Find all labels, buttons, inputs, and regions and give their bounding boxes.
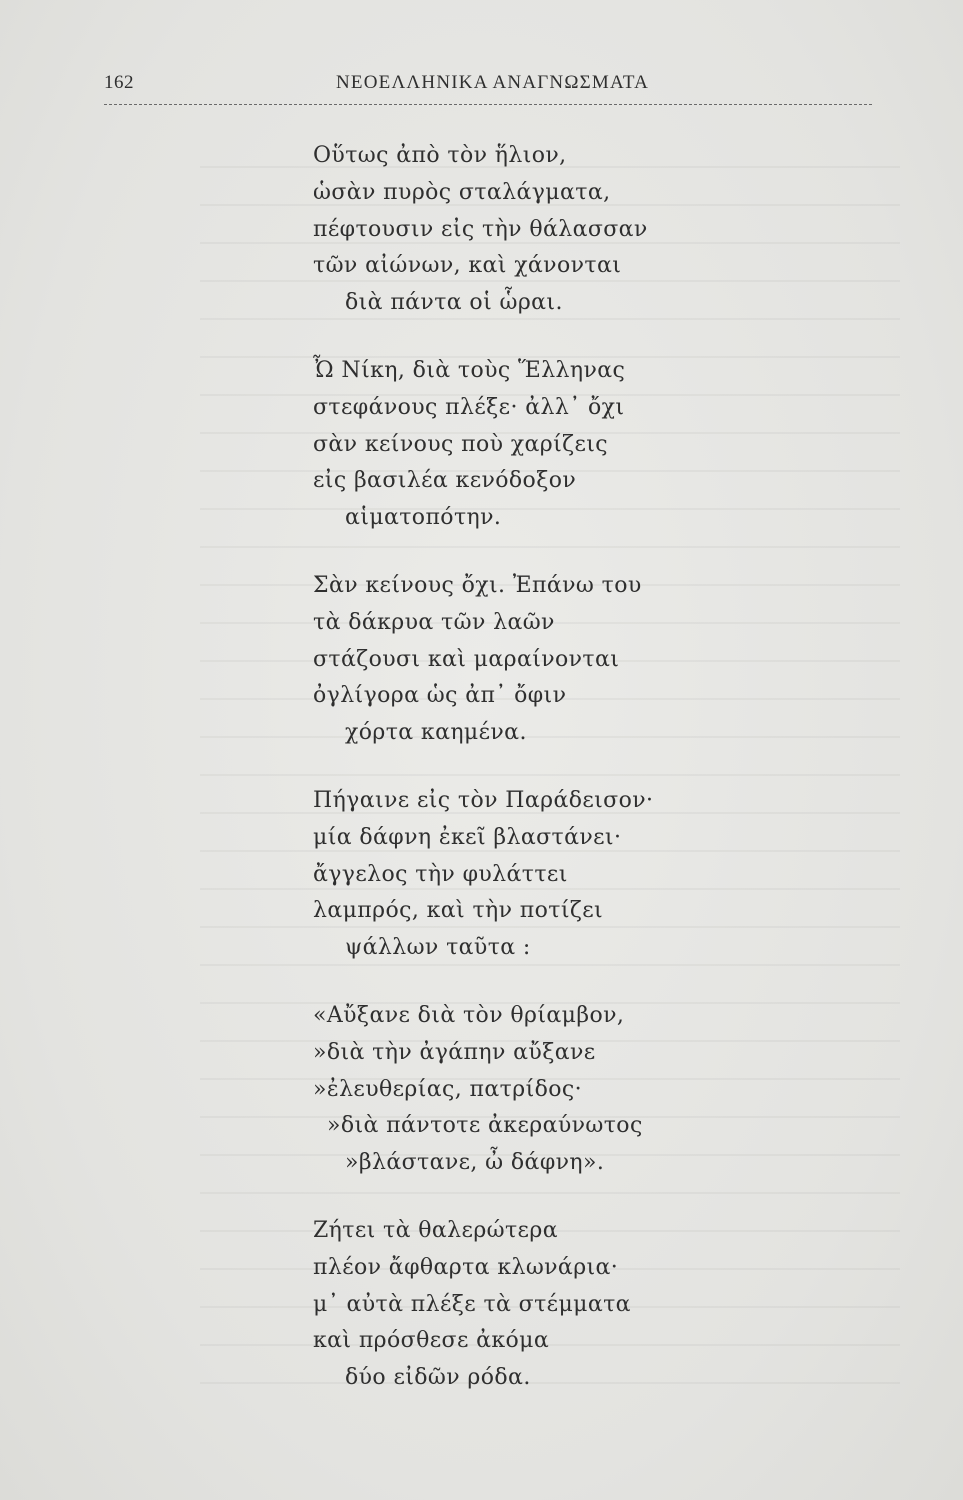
poem-line: στεφάνους πλέξε· ἀλλ᾽ ὄχι [313,394,625,420]
poem-line: »ἐλευθερίας, πατρίδος· [313,1076,582,1102]
stanza-4 [313,783,873,967]
poem-line: Πήγαινε εἰς τὸν Παράδεισον· [313,787,654,813]
page-header [104,72,872,102]
page-number: 162 [104,72,134,93]
poem-line: »διὰ τὴν ἀγάπην αὔξανε [313,1039,596,1065]
poem-line: »διὰ πάντοτε ἀκεραύνωτος [327,1113,643,1139]
poem-line: διὰ πάντα οἱ ὧραι. [345,290,563,316]
stanza-3 [313,568,873,752]
poem-line: σὰν κείνους ποὺ χαρίζεις [313,431,609,457]
poem-line: »βλάστανε, ὦ δάφνη». [345,1150,605,1176]
poem-line: Σὰν κείνους ὄχι. Ἐπάνω του [313,572,642,598]
poem-line: καὶ πρόσθεσε ἀκόμα [313,1328,550,1354]
poem-line: χόρτα καημένα. [345,720,527,746]
poem-line: Οὕτως ἀπὸ τὸν ἥλιον, [313,143,567,168]
poem [313,138,873,1428]
poem-line: μ᾽ αὐτὰ πλέξε τὰ στέμματα [313,1291,631,1317]
stanza-6 [313,1213,873,1397]
stanza-5 [313,998,873,1182]
poem-line: πλέον ἄφθαρτα κλωνάρια· [313,1254,619,1280]
poem-line: Ὦ Νίκη, διὰ τοὺς Ἕλληνας [313,357,626,383]
running-title: ΝΕΟΕΛΛΗΝΙΚΑ ΑΝΑΓΝΩΣΜΑΤΑ [336,72,650,93]
poem-line: Ζήτει τὰ θαλερώτερα [313,1217,558,1243]
poem-line: «Αὔξανε διὰ τὸν θρίαμβον, [313,1002,625,1028]
poem-line: αἱματοπότην. [345,505,502,531]
poem-line: πέφτουσιν εἰς τὴν θάλασσαν [313,216,648,242]
poem-line: ὀγλίγορα ὡς ἀπ᾽ ὄφιν [313,683,567,709]
poem-line: δύο εἰδῶν ρόδα. [345,1365,531,1391]
poem-line: ὡσὰν πυρὸς σταλάγματα, [313,179,611,205]
poem-line: τῶν αἰώνων, καὶ χάνονται [313,253,622,279]
header-rule [104,104,872,105]
poem-line: λαμπρός, καὶ τὴν ποτίζει [313,898,604,924]
poem-line: ψάλλων ταῦτα : [345,935,531,961]
poem-line: μία δάφνη ἐκεῖ βλαστάνει· [313,824,622,850]
stanza-2 [313,353,873,537]
poem-line: εἰς βασιλέα κενόδοξον [313,468,577,494]
poem-line: τὰ δάκρυα τῶν λαῶν [313,609,555,635]
stanza-1 [313,138,873,322]
poem-line: ἄγγελος τὴν φυλάττει [313,861,568,887]
poem-line: στάζουσι καὶ μαραίνονται [313,646,620,672]
